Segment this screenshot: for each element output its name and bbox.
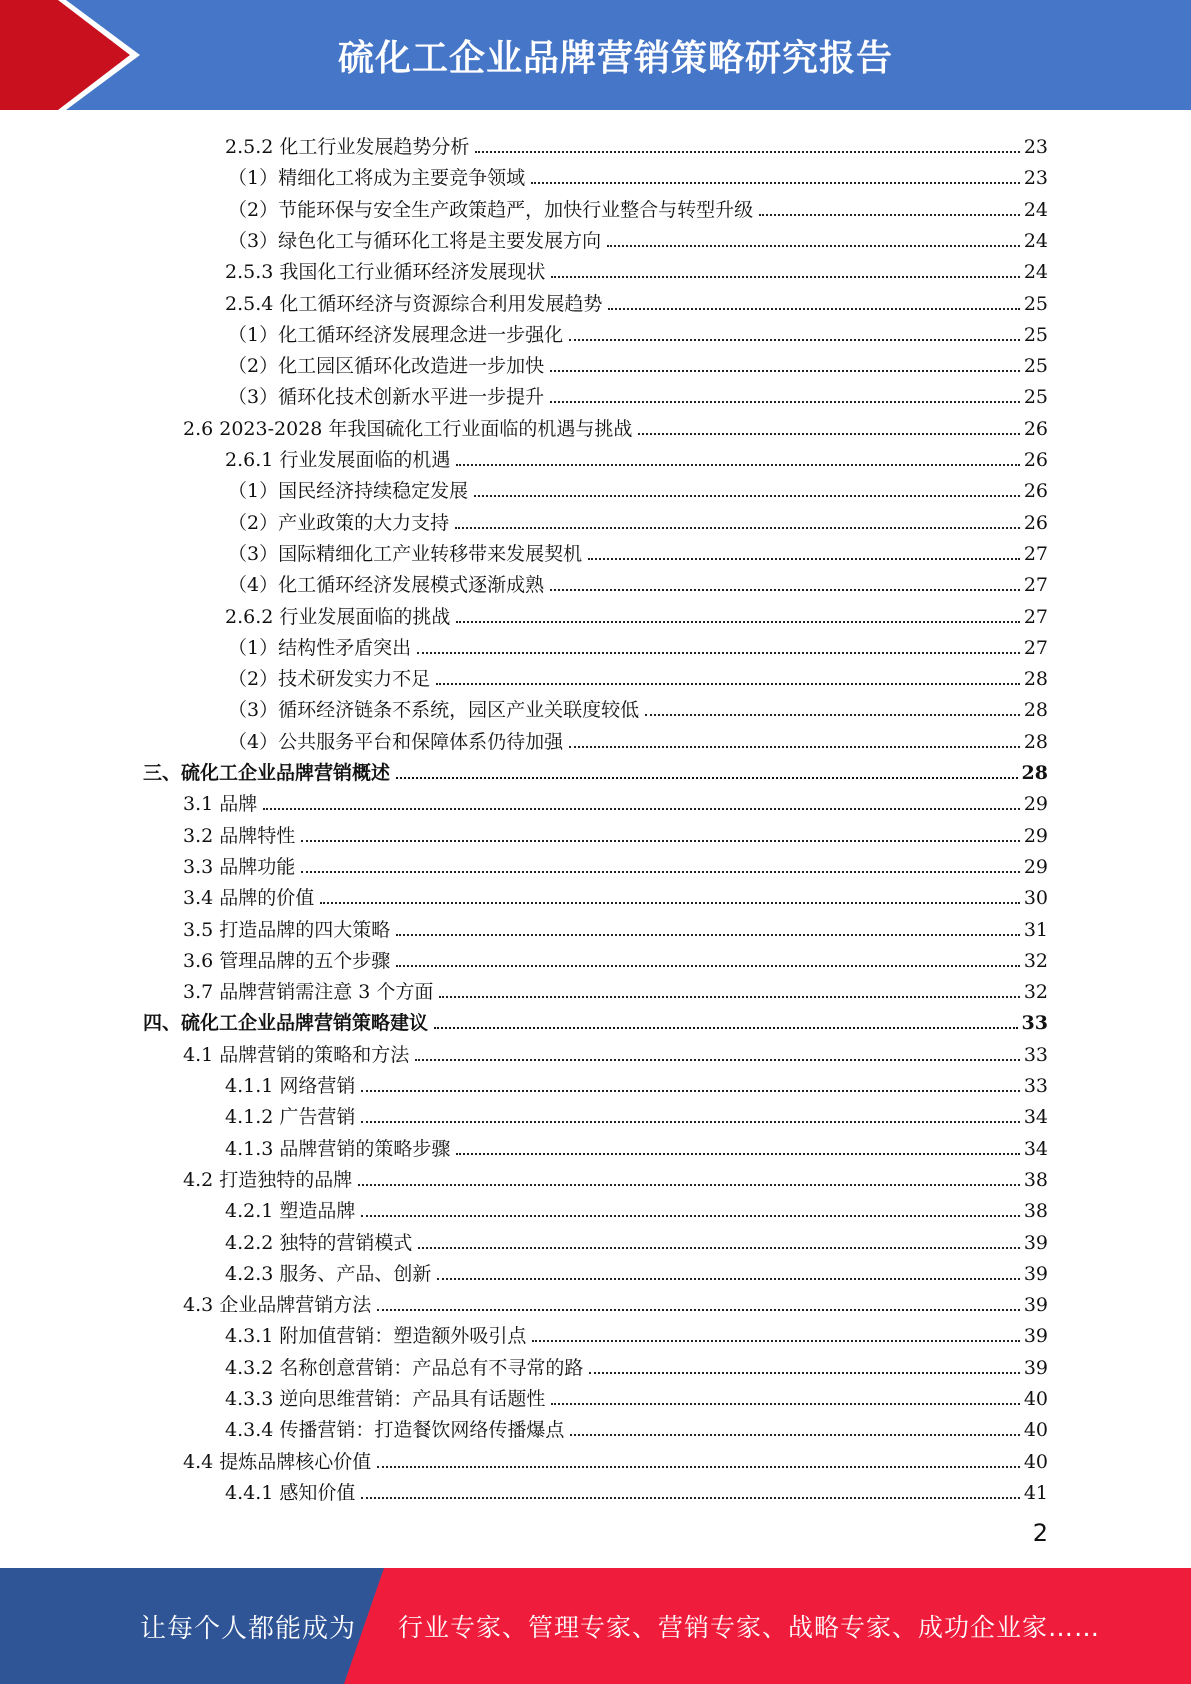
toc-entry-page: 39 — [1023, 1262, 1048, 1285]
toc-dot-leader — [531, 182, 1020, 184]
toc-dot-leader — [569, 746, 1020, 748]
toc-dot-leader — [550, 370, 1020, 372]
toc-entry-label: （4）化工循环经济发展模式逐渐成熟 — [228, 574, 545, 597]
toc-entry-label: （3）绿色化工与循环化工将是主要发展方向 — [228, 229, 602, 252]
toc-entry-page: 23 — [1023, 136, 1048, 158]
toc-entry-label: 2.5.3 我国化工行业循环经济发展现状 — [225, 261, 546, 284]
toc-entry[interactable] — [225, 1316, 1048, 1347]
toc-dot-leader — [417, 652, 1020, 654]
toc-entry-label: 3.7 品牌营销需注意 3 个方面 — [183, 981, 434, 1004]
toc-entry-label: 4.4.1 感知价值 — [225, 1481, 356, 1504]
toc-entry-page: 39 — [1023, 1231, 1048, 1254]
toc-entry-page: 39 — [1023, 1356, 1048, 1379]
toc-dot-leader — [415, 1059, 1020, 1061]
toc-dot-leader — [437, 1278, 1019, 1280]
toc-entry[interactable] — [225, 1129, 1048, 1160]
toc-entry-label: （3）国际精细化工产业转移带来发展契机 — [228, 542, 583, 565]
toc-entry[interactable] — [225, 1191, 1048, 1222]
toc-entry-label: 2.6.2 行业发展面临的挑战 — [225, 605, 451, 628]
toc-dot-leader — [263, 808, 1020, 810]
toc-entry-page: 27 — [1023, 605, 1048, 628]
toc-entry-page: 24 — [1023, 261, 1048, 284]
toc-dot-leader — [607, 245, 1020, 247]
toc-entry-page: 28 — [1021, 762, 1048, 784]
toc-entry-page: 40 — [1023, 1450, 1048, 1473]
toc-dot-leader — [551, 276, 1019, 278]
toc-entry-label: 4.2.2 独特的营销模式 — [225, 1231, 413, 1254]
toc-entry[interactable] — [183, 878, 1048, 909]
toc-dot-leader — [638, 433, 1019, 435]
toc-dot-leader — [588, 558, 1020, 560]
toc-entry[interactable] — [228, 377, 1048, 408]
toc-entry-page: 38 — [1023, 1168, 1048, 1191]
toc-entry-page: 26 — [1023, 449, 1048, 471]
toc-entry-page: 32 — [1023, 949, 1048, 972]
toc-entry[interactable] — [183, 409, 1048, 440]
toc-entry-label: （3）循环化技术创新水平进一步提升 — [228, 386, 545, 409]
toc-dot-leader — [645, 714, 1020, 716]
toc-dot-leader — [361, 1215, 1019, 1217]
toc-dot-leader — [439, 996, 1019, 998]
toc-entry-label: 2.6 2023-2028 年我国硫化工行业面临的机遇与挑战 — [183, 417, 633, 440]
toc-entry[interactable] — [183, 847, 1048, 878]
toc-entry-page: 33 — [1023, 1075, 1048, 1097]
toc-entry-label: 3.6 管理品牌的五个步骤 — [183, 949, 391, 972]
toc-dot-leader — [320, 902, 1020, 904]
toc-entry[interactable] — [183, 972, 1048, 1003]
toc-entry[interactable] — [225, 284, 1048, 315]
toc-entry-page: 26 — [1023, 417, 1048, 440]
toc-entry[interactable] — [225, 252, 1048, 283]
toc-entry-page: 34 — [1023, 1106, 1048, 1129]
toc-entry-page: 25 — [1023, 355, 1048, 378]
toc-dot-leader — [418, 1247, 1019, 1249]
toc-entry-label: （2）技术研发实力不足 — [228, 668, 431, 691]
page-header — [0, 0, 1191, 110]
toc-entry[interactable] — [228, 315, 1048, 346]
header-red-chevron — [0, 0, 150, 110]
toc-entry-label: 4.3.1 附加值营销：塑造额外吸引点 — [225, 1325, 527, 1348]
toc-entry[interactable] — [143, 753, 1048, 784]
toc-entry[interactable] — [183, 910, 1048, 941]
toc-entry-label: 4.1.1 网络营销 — [225, 1075, 356, 1097]
toc-entry-page: 41 — [1023, 1481, 1048, 1504]
toc-entry[interactable] — [228, 221, 1048, 252]
toc-entry-label: （1）精细化工将成为主要竞争领域 — [228, 167, 526, 190]
toc-entry[interactable] — [228, 659, 1048, 690]
toc-entry-label: 4.3.2 名称创意营销：产品总有不寻常的路 — [225, 1356, 584, 1379]
toc-entry-label: 4.2.1 塑造品牌 — [225, 1200, 356, 1223]
toc-entry[interactable] — [225, 1473, 1048, 1504]
toc-entry-label: （2）节能环保与安全生产政策趋严，加快行业整合与转型升级 — [228, 198, 754, 221]
toc-entry-page: 30 — [1023, 887, 1048, 910]
toc-entry-label: 3.2 品牌特性 — [183, 824, 296, 847]
toc-entry[interactable] — [183, 816, 1048, 847]
toc-entry-page: 38 — [1023, 1200, 1048, 1223]
toc-entry-page: 24 — [1023, 198, 1048, 221]
toc-dot-leader — [759, 214, 1020, 216]
toc-entry-label: （1）结构性矛盾突出 — [228, 636, 412, 659]
toc-entry-page: 29 — [1023, 855, 1048, 878]
toc-entry-label: （4）公共服务平台和保障体系仍待加强 — [228, 730, 564, 753]
toc-entry[interactable] — [228, 471, 1048, 502]
toc-entry-page: 27 — [1023, 542, 1048, 565]
toc-entry-label: 4.3.3 逆向思维营销：产品具有话题性 — [225, 1388, 546, 1410]
toc-entry-page: 26 — [1023, 480, 1048, 503]
toc-entry[interactable] — [225, 1254, 1048, 1285]
toc-entry[interactable] — [228, 503, 1048, 534]
toc-dot-leader — [361, 1497, 1019, 1499]
page-footer — [0, 1568, 1191, 1684]
toc-entry[interactable] — [228, 565, 1048, 596]
toc-entry-page: 23 — [1023, 167, 1048, 190]
toc-dot-leader — [589, 1372, 1019, 1374]
toc-dot-leader — [475, 151, 1019, 153]
toc-dot-leader — [396, 965, 1020, 967]
page-number: 2 — [1032, 1519, 1048, 1547]
toc-entry[interactable] — [228, 346, 1048, 377]
toc-entry-page: 31 — [1023, 918, 1048, 941]
toc-dot-leader — [551, 1403, 1019, 1405]
toc-dot-leader — [396, 777, 1018, 779]
toc-dot-leader — [455, 527, 1020, 529]
toc-entry-label: 3.3 品牌功能 — [183, 855, 296, 878]
toc-dot-leader — [456, 1153, 1019, 1155]
toc-entry-label: 4.1.2 广告营销 — [225, 1106, 356, 1129]
toc-entry[interactable] — [225, 1379, 1048, 1410]
toc-entry-page: 25 — [1023, 323, 1048, 346]
toc-entry[interactable] — [183, 1035, 1048, 1066]
toc-entry[interactable] — [183, 941, 1048, 972]
toc-entry-page: 34 — [1023, 1137, 1048, 1160]
toc-entry-label: 三、硫化工企业品牌营销概述 — [143, 762, 391, 784]
toc-entry[interactable] — [225, 597, 1048, 628]
toc-entry-page: 39 — [1023, 1294, 1048, 1317]
toc-entry-label: 3.1 品牌 — [183, 793, 258, 816]
toc-entry-page: 40 — [1023, 1419, 1048, 1442]
toc-dot-leader — [550, 589, 1020, 591]
toc-entry[interactable] — [228, 690, 1048, 721]
toc-entry[interactable] — [183, 1160, 1048, 1191]
toc-entry[interactable] — [183, 784, 1048, 815]
toc-entry-label: （1）化工循环经济发展理念进一步强化 — [228, 323, 564, 346]
toc-entry[interactable] — [225, 1097, 1048, 1128]
toc-entry[interactable] — [183, 1285, 1048, 1316]
toc-entry[interactable] — [143, 1003, 1048, 1034]
toc-entry-label: （3）循环经济链条不系统，园区产业关联度较低 — [228, 699, 640, 722]
toc-entry-page: 29 — [1023, 793, 1048, 816]
toc-entry-label: 四、硫化工企业品牌营销策略建议 — [143, 1012, 429, 1035]
toc-entry-label: 2.6.1 行业发展面临的机遇 — [225, 449, 451, 471]
toc-entry-page: 27 — [1023, 574, 1048, 597]
toc-entry-page: 24 — [1023, 229, 1048, 252]
toc-entry[interactable] — [225, 1066, 1048, 1097]
toc-entry-label: 2.5.2 化工行业发展趋势分析 — [225, 136, 470, 158]
toc-entry[interactable] — [228, 628, 1048, 659]
toc-entry-label: 3.5 打造品牌的四大策略 — [183, 918, 391, 941]
toc-entry[interactable] — [225, 440, 1048, 471]
toc-entry-label: 4.1.3 品牌营销的策略步骤 — [225, 1137, 451, 1160]
toc-entry-page: 27 — [1023, 636, 1048, 659]
toc-entry-label: 4.3.4 传播营销：打造餐饮网络传播爆点 — [225, 1419, 565, 1442]
toc-entry-page: 39 — [1023, 1325, 1048, 1348]
toc-entry-label: 3.4 品牌的价值 — [183, 887, 315, 910]
toc-entry-page: 25 — [1023, 386, 1048, 409]
toc-entry[interactable] — [183, 1442, 1048, 1473]
toc-dot-leader — [361, 1121, 1019, 1123]
toc-dot-leader — [608, 308, 1019, 310]
toc-dot-leader — [532, 1340, 1019, 1342]
toc-entry-page: 32 — [1023, 981, 1048, 1004]
toc-dot-leader — [396, 934, 1020, 936]
toc-dot-leader — [570, 1434, 1019, 1436]
toc-entry-page: 25 — [1023, 292, 1048, 315]
toc-entry[interactable] — [225, 1223, 1048, 1254]
toc-entry-page: 28 — [1023, 730, 1048, 753]
toc-entry[interactable] — [228, 722, 1048, 753]
toc-entry-page: 33 — [1021, 1012, 1048, 1035]
toc-entry-label: （1）国民经济持续稳定发展 — [228, 480, 469, 503]
toc-entry-label: 2.5.4 化工循环经济与资源综合利用发展趋势 — [225, 292, 603, 315]
toc-dot-leader — [358, 1184, 1020, 1186]
toc-entry-label: （2）化工园区循环化改造进一步加快 — [228, 355, 545, 378]
toc-entry-label: 4.3 企业品牌营销方法 — [183, 1294, 372, 1317]
toc-entry-page: 29 — [1023, 824, 1048, 847]
toc-entry[interactable] — [228, 158, 1048, 189]
toc-dot-leader — [301, 871, 1020, 873]
toc-entry[interactable] — [225, 1410, 1048, 1441]
toc-dot-leader — [434, 1027, 1018, 1029]
toc-entry-label: （2）产业政策的大力支持 — [228, 511, 450, 534]
toc-dot-leader — [474, 495, 1020, 497]
footer-slogan-right: 行业专家、管理专家、营销专家、战略专家、成功企业家…… — [398, 1613, 1101, 1642]
toc-dot-leader — [377, 1466, 1020, 1468]
toc-dot-leader — [550, 401, 1020, 403]
toc-entry-page: 40 — [1023, 1388, 1048, 1410]
toc-entry-label: 4.1 品牌营销的策略和方法 — [183, 1043, 410, 1066]
toc-entry-page: 33 — [1023, 1043, 1048, 1066]
toc-entry[interactable] — [228, 534, 1048, 565]
toc-dot-leader — [456, 464, 1019, 466]
toc-entry-label: 4.4 提炼品牌核心价值 — [183, 1450, 372, 1473]
document-title: 硫化工企业品牌营销策略研究报告 — [337, 37, 893, 79]
toc-dot-leader — [569, 339, 1020, 341]
toc-entry-label: 4.2.3 服务、产品、创新 — [225, 1262, 432, 1285]
toc-dot-leader — [301, 840, 1020, 842]
toc-dot-leader — [456, 621, 1019, 623]
footer-slogan-left: 让每个人都能成为 — [140, 1613, 357, 1644]
toc-entry[interactable] — [225, 1348, 1048, 1379]
toc-dot-leader — [377, 1309, 1020, 1311]
toc-entry-page: 28 — [1023, 699, 1048, 722]
toc-entry-page: 26 — [1023, 511, 1048, 534]
toc-dot-leader — [436, 683, 1020, 685]
toc-entry-page: 28 — [1023, 668, 1048, 691]
toc-entry[interactable] — [228, 190, 1048, 221]
toc-dot-leader — [361, 1090, 1019, 1092]
toc-entry-label: 4.2 打造独特的品牌 — [183, 1168, 353, 1191]
toc-entry[interactable] — [225, 127, 1048, 158]
